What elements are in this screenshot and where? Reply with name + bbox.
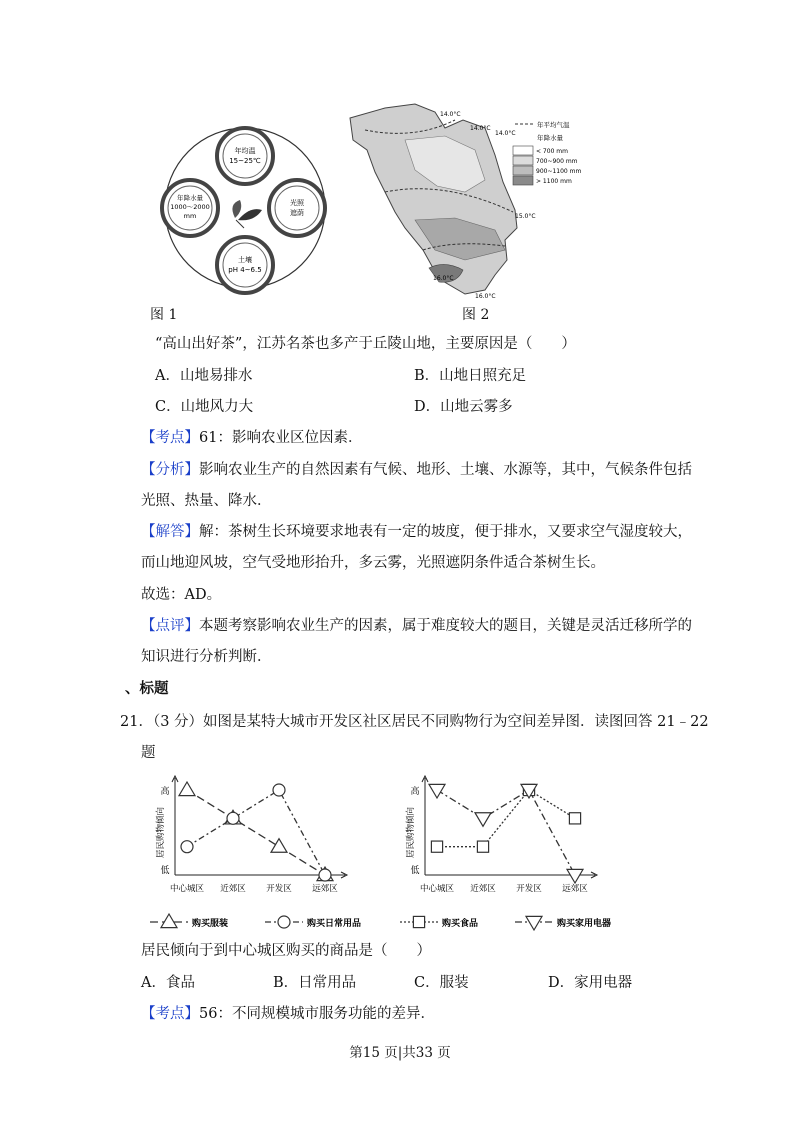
x-tick-label: 中心城区 [419,884,455,894]
x-tick-label: 远郊区 [562,884,588,894]
q21-option-d: D．家用电器 [548,975,633,991]
legend-sub: 年降水量 [537,134,563,142]
q21-stem-line1: 21．（3 分）如图是某特大城市开发区社区居民不同购物行为空间差异图．读图回答 21﹣22 [120,714,709,730]
legend-item-1: 700~900 mm [536,158,578,165]
x-tick-label: 开发区 [516,884,542,894]
x-tick-label: 开发区 [266,884,292,894]
q1-option-c: C．山地风力大 [155,399,254,415]
series-line [437,790,575,847]
legend-swatch-0 [513,146,533,155]
c4-line3: mm [183,212,197,220]
map-legend [513,120,582,185]
condition-circle-light [269,180,325,236]
section-heading: 、标题 [125,680,169,697]
condition-circle-rainfall [162,180,218,236]
c1-line2: 15~25℃ [229,157,261,165]
figure-2-caption: 图 2 [462,307,490,323]
q21-stem-line2: 题 [141,745,156,761]
q1-fenxi-line1 [141,460,692,480]
x-tick-label: 远郊区 [312,884,338,894]
iso-4: 15.0°C [515,213,536,220]
q21-kaodian-tag: 【考点】 [141,1006,199,1022]
q1-kaodian [141,428,362,448]
q21-option-b: B．日常用品 [273,975,357,991]
q1-dianping-line2: 知识进行分析判断． [141,649,272,665]
legend-item-3: > 1100 mm [536,178,572,185]
series-line [187,790,325,875]
q1-jieda-line2: 而山地迎风坡，空气受地形抬升，多云雾，光照遮阴条件适合茶树生长。 [141,555,605,571]
q1-stem: “高山出好茶”，江苏名茶也多产于丘陵山地，主要原因是（ ） [155,336,576,352]
q21-kaodian-text: 56：不同规模城市服务功能的差异． [199,1006,435,1022]
page-footer: 第15 页|共33 页 [349,1045,451,1061]
iso-5: 16.0°C [433,275,454,282]
data-point [431,841,442,852]
y-tick-high: 高 [160,787,170,797]
legend-label: 购买家用电器 [557,919,612,929]
iso-6: 16.0°C [475,293,496,300]
legend-marker [413,916,424,927]
c3-line1: 土壤 [238,256,252,264]
legend-label: 购买服装 [192,919,229,929]
legend-swatch-3 [513,176,533,185]
legend-title: 年平均气温 [537,121,570,129]
q1-option-d: D．山地云雾多 [414,399,513,415]
legend-marker [161,914,177,928]
kaodian-tag: 【考点】 [141,430,199,446]
figure-2-jiangsu-map [345,100,595,310]
y-tick-low: 低 [160,866,170,876]
c4-line1: 年降水量 [177,194,203,202]
q21-option-a: A．食品 [141,975,195,991]
data-point [477,841,488,852]
data-point [273,784,285,796]
province-outline [350,104,517,294]
x-tick-label: 近郊区 [220,884,246,894]
data-point [181,841,193,853]
data-point [227,812,239,824]
data-point [429,784,445,798]
series-line [437,790,575,875]
chart-food-appliances [390,772,630,937]
dianping-text-1: 本题考察影响农业生产的因素，属于难度较大的题目，关键是灵活迁移所学的 [199,618,692,634]
chart-clothing-daily-goods [140,772,390,937]
q21-option-c: C．服装 [414,975,469,991]
legend-marker [278,916,290,928]
data-point [271,839,287,853]
q1-jieda-line1 [141,522,692,542]
y-tick-high: 高 [410,787,420,797]
legend-marker [526,916,542,930]
iso-1: 14.0°C [440,111,461,118]
c2-line2: 遮荫 [290,209,304,217]
legend-item-0: < 700 mm [536,148,568,155]
jieda-tag: 【解答】 [141,524,199,540]
q1-fenxi-line2: 光照、热量、降水． [141,493,272,509]
x-tick-label: 近郊区 [470,884,496,894]
fenxi-text-1: 影响农业生产的自然因素有气候、地形、土壤、水源等，其中，气候条件包括 [199,462,692,478]
kaodian-text: 61：影响农业区位因素． [199,430,363,446]
jieda-text-1: 解：茶树生长环境要求地表有一定的坡度，便于排水，又要求空气湿度较大， [199,524,692,540]
legend-label: 购买食品 [442,919,479,929]
q21-sub-question: 居民倾向于到中心城区购买的商品是（ ） [141,943,431,959]
data-point [567,869,583,883]
tea-leaf-icon [232,200,262,228]
data-point [569,813,580,824]
legend-item-2: 900~1100 mm [536,168,582,175]
c2-line1: 光照 [290,199,304,207]
figure-1-tea-conditions [140,108,350,320]
legend-swatch-1 [513,156,533,165]
c1-line1: 年均温 [234,147,256,155]
legend-label: 购买日常用品 [307,919,362,929]
iso-3: 14.0°C [495,130,516,137]
legend-swatch-2 [513,166,533,175]
figure-1-caption: 图 1 [150,307,178,323]
x-tick-label: 中心城区 [169,884,205,894]
y-axis-label: 居民购物倾向 [406,806,416,859]
condition-circle-temperature [217,128,273,184]
condition-circle-soil [217,237,273,293]
c3-line2: pH 4~6.5 [228,266,262,274]
c4-line2: 1000～2000 [170,203,210,211]
dianping-tag: 【点评】 [141,618,199,634]
q1-option-b: B．山地日照充足 [414,368,527,384]
y-axis-label: 居民购物倾向 [156,806,166,859]
q1-option-a: A．山地易排水 [155,368,253,384]
fenxi-tag: 【分析】 [141,462,199,478]
y-tick-low: 低 [410,866,420,876]
iso-2: 14.0°C [470,125,491,132]
q1-answer: 故选：AD。 [141,587,222,603]
data-point [179,782,195,796]
data-point [475,813,491,827]
q21-kaodian [141,1004,435,1024]
data-point [319,869,331,881]
q1-dianping-line1 [141,616,692,636]
